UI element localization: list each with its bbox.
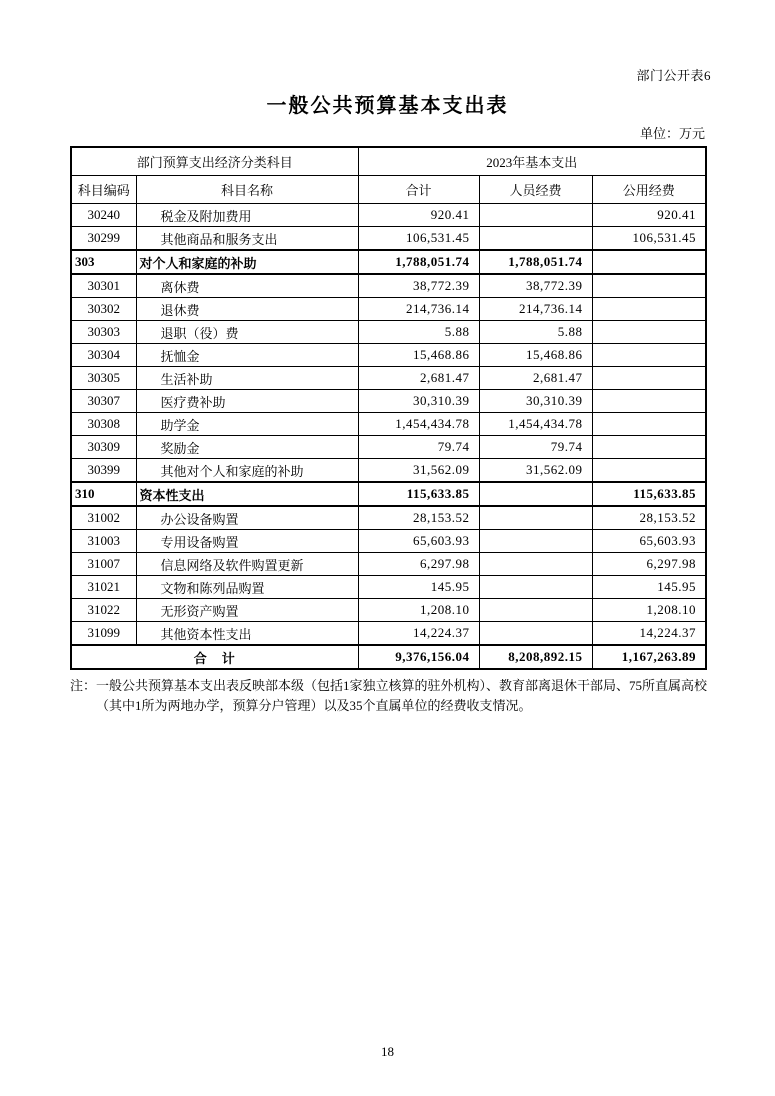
table-row-30308 [71, 413, 706, 436]
subject-name-cell: 离休费 [136, 274, 358, 298]
subject-code-cell: 30299 [71, 227, 136, 251]
total-value-cell: 31,562.09 [358, 459, 479, 483]
public-value-cell: 1,208.10 [592, 599, 706, 622]
public-value-cell [592, 298, 706, 321]
table-row-30303 [71, 321, 706, 344]
table-row-30307 [71, 390, 706, 413]
header-group-2023-expenditure: 2023年基本支出 [358, 147, 706, 176]
subject-name-cell: 医疗费补助 [136, 390, 358, 413]
total-value-cell: 1,788,051.74 [358, 250, 479, 274]
public-value-cell [592, 390, 706, 413]
table-row-31003 [71, 530, 706, 553]
subject-code-cell: 30303 [71, 321, 136, 344]
subject-name-cell: 奖励金 [136, 436, 358, 459]
subject-code-cell: 31007 [71, 553, 136, 576]
table-row-30399 [71, 459, 706, 483]
personnel-value-cell: 5.88 [479, 321, 592, 344]
subject-name-cell: 助学金 [136, 413, 358, 436]
total-value-cell: 28,153.52 [358, 506, 479, 530]
subject-code-cell: 303 [71, 250, 136, 274]
subject-code-cell: 30399 [71, 459, 136, 483]
personnel-value-cell [479, 599, 592, 622]
total-value-cell: 30,310.39 [358, 390, 479, 413]
public-value-cell [592, 274, 706, 298]
public-value-cell: 65,603.93 [592, 530, 706, 553]
table-header [71, 147, 706, 204]
subject-name-cell: 抚恤金 [136, 344, 358, 367]
table-row-30302 [71, 298, 706, 321]
personnel-value-cell [479, 622, 592, 646]
public-value-cell [592, 413, 706, 436]
subject-code-cell: 30240 [71, 204, 136, 227]
table-row-31002 [71, 506, 706, 530]
subject-name-cell: 其他商品和服务支出 [136, 227, 358, 251]
subject-code-cell: 31003 [71, 530, 136, 553]
personnel-value-cell: 1,454,434.78 [479, 413, 592, 436]
table-row-30309 [71, 436, 706, 459]
page-title: 一般公共预算基本支出表 [266, 95, 509, 117]
public-value-cell: 115,633.85 [592, 482, 706, 506]
personnel-value-cell [479, 482, 592, 506]
total-value-cell: 145.95 [358, 576, 479, 599]
subject-name-cell: 专用设备购置 [136, 530, 358, 553]
header-group-row [71, 147, 706, 176]
total-value-cell: 79.74 [358, 436, 479, 459]
footnote-text: 一般公共预算基本支出表反映部本级（包括1家独立核算的驻外机构）、教育部离退休干部局、75所直属高校（其中1所为两地办学，预算分户管理）以及35个直属单位的经费收支情况。 [96, 678, 708, 714]
table-row-30304 [71, 344, 706, 367]
table-row-31099 [71, 622, 706, 646]
total-value-cell: 14,224.37 [358, 622, 479, 646]
total-value-cell: 6,297.98 [358, 553, 479, 576]
personnel-value-cell: 214,736.14 [479, 298, 592, 321]
personnel-value-cell: 31,562.09 [479, 459, 592, 483]
public-value-cell: 6,297.98 [592, 553, 706, 576]
public-value-cell: 145.95 [592, 576, 706, 599]
personnel-value-cell [479, 204, 592, 227]
subject-name-cell: 退休费 [136, 298, 358, 321]
column-header-total: 合计 [358, 176, 479, 204]
subject-name-cell: 其他对个人和家庭的补助 [136, 459, 358, 483]
grand-total-total-cell: 9,376,156.04 [358, 645, 479, 669]
personnel-value-cell [479, 576, 592, 599]
subject-name-cell: 对个人和家庭的补助 [136, 250, 358, 274]
column-header-public: 公用经费 [592, 176, 706, 204]
subject-name-cell: 其他资本性支出 [136, 622, 358, 646]
subject-code-cell: 31099 [71, 622, 136, 646]
total-value-cell: 5.88 [358, 321, 479, 344]
subject-code-cell: 30305 [71, 367, 136, 390]
table-row-310 [71, 482, 706, 506]
table-row-31007 [71, 553, 706, 576]
subject-name-cell: 无形资产购置 [136, 599, 358, 622]
personnel-value-cell: 79.74 [479, 436, 592, 459]
public-value-cell [592, 344, 706, 367]
subject-code-cell: 31021 [71, 576, 136, 599]
personnel-value-cell: 30,310.39 [479, 390, 592, 413]
personnel-value-cell [479, 553, 592, 576]
footnote-prefix: 注： [70, 678, 97, 693]
header-columns-row [71, 176, 706, 204]
personnel-value-cell [479, 506, 592, 530]
personnel-value-cell: 2,681.47 [479, 367, 592, 390]
total-value-cell: 106,531.45 [358, 227, 479, 251]
public-value-cell: 106,531.45 [592, 227, 706, 251]
grand-total-label-cell: 合 计 [71, 645, 358, 669]
total-value-cell: 115,633.85 [358, 482, 479, 506]
table-row-30299 [71, 227, 706, 251]
subject-code-cell: 30302 [71, 298, 136, 321]
total-value-cell: 15,468.86 [358, 344, 479, 367]
subject-code-cell: 30309 [71, 436, 136, 459]
subject-name-cell: 退职（役）费 [136, 321, 358, 344]
subject-name-cell: 生活补助 [136, 367, 358, 390]
budget-table [70, 146, 707, 670]
table-row-31021 [71, 576, 706, 599]
column-header-subject-name: 科目名称 [136, 176, 358, 204]
unit-label: 单位：万元 [639, 126, 705, 141]
total-value-cell: 920.41 [358, 204, 479, 227]
table-body [71, 204, 706, 670]
public-value-cell [592, 436, 706, 459]
public-value-cell: 28,153.52 [592, 506, 706, 530]
subject-code-cell: 30301 [71, 274, 136, 298]
grand-total-personnel-cell: 8,208,892.15 [479, 645, 592, 669]
public-value-cell [592, 367, 706, 390]
subject-code-cell: 30304 [71, 344, 136, 367]
grand-total-public-cell: 1,167,263.89 [592, 645, 706, 669]
doc-label: 部门公开表6 [636, 68, 711, 83]
personnel-value-cell [479, 227, 592, 251]
subject-name-cell: 办公设备购置 [136, 506, 358, 530]
table-row-30305 [71, 367, 706, 390]
personnel-value-cell: 38,772.39 [479, 274, 592, 298]
public-value-cell: 920.41 [592, 204, 706, 227]
table-row-303 [71, 250, 706, 274]
subject-name-cell: 资本性支出 [136, 482, 358, 506]
subject-name-cell: 税金及附加费用 [136, 204, 358, 227]
table-row-31022 [71, 599, 706, 622]
subject-code-cell: 31022 [71, 599, 136, 622]
personnel-value-cell [479, 530, 592, 553]
page-number: 18 [381, 1044, 394, 1059]
subject-name-cell: 信息网络及软件购置更新 [136, 553, 358, 576]
public-value-cell [592, 321, 706, 344]
table-row-30301 [71, 274, 706, 298]
total-value-cell: 65,603.93 [358, 530, 479, 553]
personnel-value-cell: 15,468.86 [479, 344, 592, 367]
total-value-cell: 1,454,434.78 [358, 413, 479, 436]
public-value-cell: 14,224.37 [592, 622, 706, 646]
table-row-grand-total [71, 645, 706, 669]
total-value-cell: 1,208.10 [358, 599, 479, 622]
subject-name-cell: 文物和陈列品购置 [136, 576, 358, 599]
total-value-cell: 38,772.39 [358, 274, 479, 298]
personnel-value-cell: 1,788,051.74 [479, 250, 592, 274]
subject-code-cell: 31002 [71, 506, 136, 530]
subject-code-cell: 310 [71, 482, 136, 506]
public-value-cell [592, 250, 706, 274]
header-group-classification: 部门预算支出经济分类科目 [71, 147, 358, 176]
total-value-cell: 214,736.14 [358, 298, 479, 321]
total-value-cell: 2,681.47 [358, 367, 479, 390]
column-header-personnel: 人员经费 [479, 176, 592, 204]
table-row-30240 [71, 204, 706, 227]
public-value-cell [592, 459, 706, 483]
subject-code-cell: 30308 [71, 413, 136, 436]
footnote [70, 676, 710, 716]
column-header-subject-code: 科目编码 [71, 176, 136, 204]
subject-code-cell: 30307 [71, 390, 136, 413]
